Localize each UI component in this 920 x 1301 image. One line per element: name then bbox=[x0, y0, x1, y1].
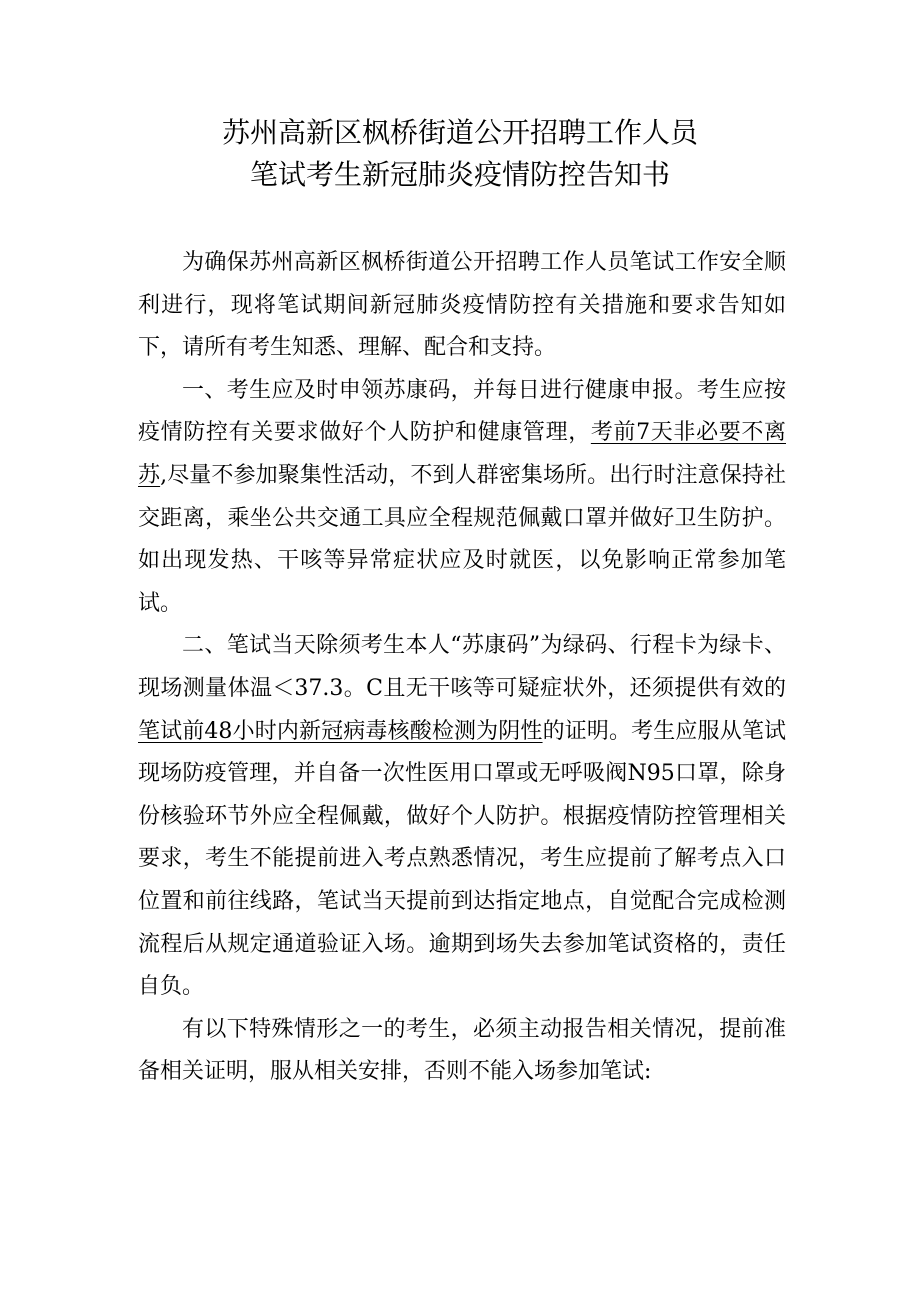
item-1-underlined-text: 考前7天非必要不离苏 bbox=[138, 420, 786, 488]
special-cases-paragraph: 有以下特殊情形之一的考生，必须主动报告相关情况，提前准备相关证明，服从相关安排，否则不能入场参加笔试: bbox=[138, 1016, 786, 1085]
title-line-2: 笔试考生新冠肺炎疫情防控告知书 bbox=[249, 158, 670, 191]
intro-paragraph: 为确保苏州高新区枫桥街道公开招聘工作人员笔试工作安全顺利进行，现将笔试期间新冠肺炎疫情防控有关措施和要求告知如下，请所有考生知悉、理解、配合和支持。 bbox=[138, 250, 786, 361]
title-line-1: 苏州高新区枫桥街道公开招聘工作人员 bbox=[221, 116, 698, 149]
item-2-paragraph bbox=[138, 625, 786, 1008]
item-2-underlined-text: 笔试前48小时内新冠病毒核酸检测为阴性 bbox=[138, 718, 543, 744]
item-1-paragraph bbox=[138, 370, 786, 626]
document-body bbox=[138, 242, 786, 1094]
item-1-text-before: 一、考生应及时申领苏康码，并每日进行健康申报。考生应按疫情防控有关要求做好个人防护和健康管理， bbox=[138, 377, 786, 446]
item-1-text-after: ,尽量不参加聚集性活动，不到人群密集场所。出行时注意保持社交距离，乘坐公共交通工具应全程规范佩戴口罩并做好卫生防护。如出现发热、干咳等异常症状应及时就医，以免影响正常参加笔试。 bbox=[138, 462, 786, 616]
item-2-text-before: 二、笔试当天除须考生本人“苏康码”为绿码、行程卡为绿卡、现场测量体温＜37.3。C且无干咳等可疑症状外，还须提供有效的 bbox=[138, 633, 786, 701]
document-title bbox=[0, 112, 920, 196]
item-2-text-after: 的证明。考生应服从笔试现场防疫管理，并自备一次性医用口罩或无呼吸阀N95口罩，除身份核验环节外应全程佩戴，做好个人防护。根据疫情防控管理相关要求，考生不能提前进入考点熟悉情况，考生应提前了解考点入口位置和前往线路，笔试当天提前到达指定地点，自觉配合完成检测流程后从规定通道验证入场。逾期到场失去参加笔试资格的，责任自负。 bbox=[138, 718, 786, 1000]
